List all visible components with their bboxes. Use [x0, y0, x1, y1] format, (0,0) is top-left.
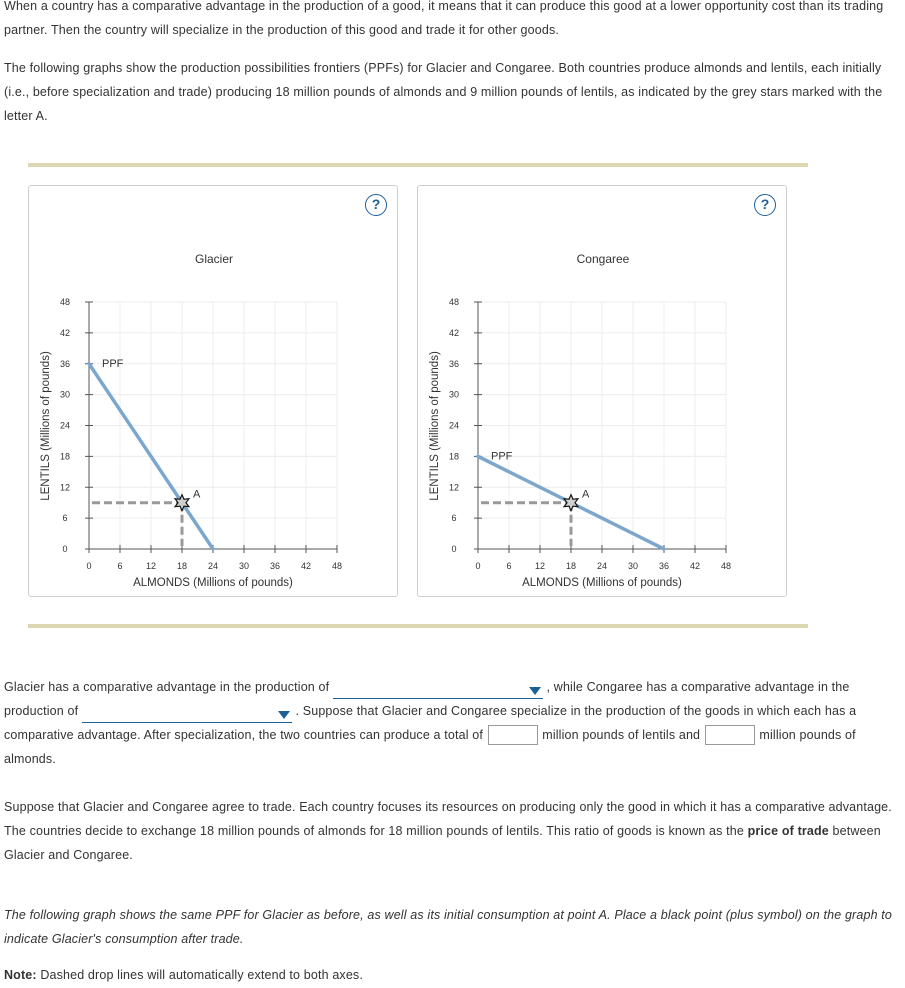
glacier-graph-panel — [28, 185, 398, 597]
y-tick-label: 24 — [59, 420, 71, 431]
note-label: Note: — [4, 968, 37, 982]
note-line — [4, 963, 904, 987]
x-tick-label: 24 — [207, 561, 219, 571]
intro-paragraph-1: When a country has a comparative advantage in the production of a good, it means that it can produce this good at a lower opportunity cost than its trading partner. Then the country will specialize in the production of this good and trade it for other goods. — [4, 0, 884, 37]
congaree-x-axis-title: ALMONDS (Millions of pounds) — [522, 577, 682, 589]
total-almonds-input[interactable] — [705, 725, 755, 745]
q1-text-8: almonds. — [4, 752, 56, 766]
congaree-chart-title: Congaree — [576, 252, 630, 266]
top-divider — [28, 163, 808, 167]
y-tick-label: 18 — [448, 451, 460, 462]
y-tick-label: 0 — [62, 544, 68, 554]
q1-text-6: million pounds of lentils and — [542, 728, 701, 742]
comparative-advantage-question — [4, 675, 904, 771]
trade-paragraph — [4, 795, 904, 867]
y-tick-label: 12 — [448, 482, 460, 493]
chevron-down-icon — [278, 711, 290, 719]
instructions-paragraph: The following graph shows the same PPF for Glacier as before, as well as its initial consumption at point A. Place a black point (plus symbol) on the graph to indicate Glacier's consumption after trade. — [4, 908, 893, 946]
x-tick-label: 6 — [117, 561, 123, 571]
glacier-y-axis-title: LENTILS (Millions of pounds) — [40, 351, 52, 501]
congaree-graph-panel — [417, 185, 787, 597]
x-tick-label: 18 — [176, 561, 188, 571]
x-tick-label: 6 — [506, 561, 512, 571]
q1-text-4: . Suppose that Glacier and Congaree specialize in the production of the goods in which each has a — [295, 704, 857, 718]
congaree-ppf-chart — [418, 186, 788, 598]
x-tick-label: 30 — [627, 561, 639, 571]
q1-text-5: comparative advantage. After specialization, the two countries can produce a total of — [4, 728, 483, 742]
q1-text-2: , while Congaree has a comparative advantage in the — [546, 680, 850, 694]
y-tick-label: 36 — [59, 358, 71, 369]
trade-text-2: between Glacier and Congaree. — [4, 824, 881, 862]
total-lentils-input[interactable] — [488, 725, 538, 745]
q1-text-3: production of — [4, 704, 79, 718]
glacier-point-a-label: A — [193, 488, 201, 501]
bottom-divider — [28, 624, 808, 628]
price-of-trade-term: price of trade — [747, 824, 829, 838]
y-tick-label: 30 — [448, 389, 460, 400]
congaree-y-axis-title: LENTILS (Millions of pounds) — [429, 351, 441, 501]
glacier-help-button[interactable]: ? — [365, 194, 387, 216]
y-tick-label: 18 — [59, 451, 71, 462]
congaree-advantage-dropdown[interactable] — [82, 706, 292, 723]
x-tick-label: 12 — [534, 561, 546, 571]
y-tick-label: 30 — [59, 389, 71, 400]
x-tick-label: 0 — [86, 561, 92, 571]
y-tick-label: 48 — [448, 297, 460, 307]
x-tick-label: 18 — [565, 561, 577, 571]
y-tick-label: 12 — [59, 482, 71, 493]
glacier-advantage-dropdown[interactable] — [333, 682, 543, 699]
y-tick-label: 36 — [448, 358, 460, 369]
x-tick-label: 48 — [720, 561, 732, 571]
congaree-point-a-label: A — [582, 488, 590, 501]
x-tick-label: 42 — [689, 561, 701, 571]
glacier-ppf-label: PPF — [102, 357, 124, 370]
note-text: Dashed drop lines will automatically extend to both axes. — [40, 968, 363, 982]
glacier-ppf-chart — [29, 186, 399, 598]
x-tick-label: 24 — [596, 561, 608, 571]
x-tick-label: 30 — [238, 561, 250, 571]
x-tick-label: 0 — [475, 561, 481, 571]
y-tick-label: 0 — [451, 544, 457, 554]
q1-text-1: Glacier has a comparative advantage in the production of — [4, 680, 330, 694]
y-tick-label: 24 — [448, 420, 460, 431]
y-tick-label: 42 — [59, 327, 71, 338]
y-tick-label: 6 — [62, 513, 68, 524]
trade-text-1: Suppose that Glacier and Congaree agree to trade. Each country focuses its resources on producing only the good in which it has a comparative advantage. The countries decide to exchange 18 million pounds of almonds for 18 million pounds of lentils. This ratio of goods is known as the — [4, 800, 892, 838]
q1-text-7: million pounds of — [759, 728, 856, 742]
x-tick-label: 12 — [145, 561, 157, 571]
intro-paragraph-2: The following graphs show the production possibilities frontiers (PPFs) for Glacier and Congaree. Both countries produce almonds and lentils, each initially (i.e., before specialization and trade) producing 18 million pounds of almonds and 9 million pounds of lentils, as indicated by the grey stars marked with the letter A. — [4, 61, 883, 123]
x-tick-label: 48 — [331, 561, 343, 571]
x-tick-label: 42 — [300, 561, 312, 571]
congaree-ppf-label: PPF — [491, 450, 513, 463]
glacier-x-axis-title: ALMONDS (Millions of pounds) — [133, 577, 293, 589]
congaree-help-button[interactable]: ? — [754, 194, 776, 216]
y-tick-label: 48 — [59, 297, 71, 307]
y-tick-label: 6 — [451, 513, 457, 524]
x-tick-label: 36 — [658, 561, 670, 571]
y-tick-label: 42 — [448, 327, 460, 338]
x-tick-label: 36 — [269, 561, 281, 571]
chevron-down-icon — [529, 687, 541, 695]
glacier-chart-title: Glacier — [194, 252, 234, 266]
